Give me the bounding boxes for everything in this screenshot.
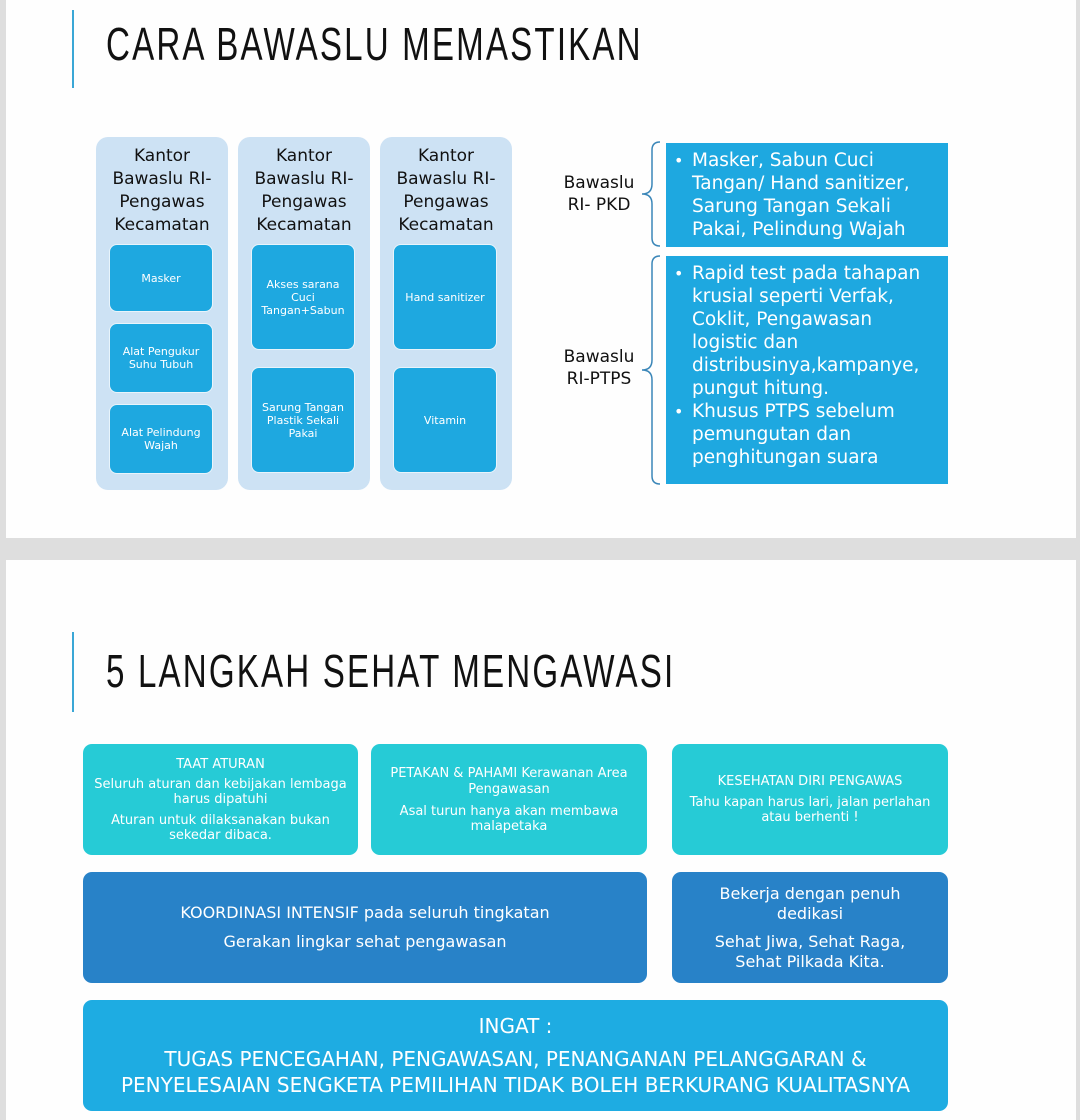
group-label-line: Bawaslu (563, 173, 635, 193)
card-text: TUGAS PENCEGAHAN, PENGAWASAN, PENANGANAN PELANGGARAN & PENYELESAIAN SENGKETA PEMILIHAN TIDAK BOLEH BERKURANG KUALITASNYA (120, 1046, 911, 1097)
slide-1[interactable] (6, 0, 1076, 538)
card-ingat (83, 1000, 948, 1111)
slide-title: CARA BAWASLU MEMASTIKAN (106, 18, 643, 70)
card-text: Asal turun hanya akan membawa malapetaka (399, 803, 619, 834)
group-label-line: RI-PTPS (566, 369, 632, 389)
item-tile: Alat Pengukur Suhu Tubuh (109, 323, 213, 393)
column-kantor-2 (238, 137, 370, 490)
card-bekerja (672, 872, 948, 983)
column-kantor-1 (96, 137, 228, 490)
group-label-pkd (554, 172, 644, 216)
title-accent-bar (72, 632, 74, 712)
card-text: Gerakan lingkar sehat pengawasan (223, 932, 507, 951)
group-label-ptps (554, 346, 644, 390)
bullet-item: • Masker, Sabun Cuci Tangan/ Hand sanitizer, Sarung Tangan Sekali Pakai, Pelindung Wajah (692, 149, 940, 241)
title-accent-bar (72, 10, 74, 88)
card-koordinasi (83, 872, 647, 983)
bullet-box-pkd (666, 143, 948, 247)
bullet-item: • Khusus PTPS sebelum pemungutan dan penghitungan suara (692, 400, 940, 469)
column-heading: Kantor Bawaslu RI- Pengawas Kecamatan (396, 146, 496, 235)
card-taat-aturan (83, 744, 358, 855)
card-heading: KESEHATAN DIRI PENGAWAS (717, 774, 903, 789)
card-heading: TAAT ATURAN (176, 756, 265, 772)
card-heading: KOORDINASI INTENSIF pada seluruh tingkatan (180, 903, 550, 922)
card-text: Seluruh aturan dan kebijakan lembaga harus dipatuhi (94, 776, 347, 807)
card-petakan (371, 744, 647, 855)
item-tile: Hand sanitizer (393, 244, 497, 350)
item-tile: Sarung Tangan Plastik Sekali Pakai (251, 367, 355, 473)
curly-brace-icon (634, 140, 662, 248)
column-heading: Kantor Bawaslu RI- Pengawas Kecamatan (112, 146, 212, 235)
bullet-item: • Rapid test pada tahapan krusial seperti Verfak, Coklit, Pengawasan logistic dan distribusinya,kampanye, pungut hitung. (692, 262, 940, 400)
item-tile: Akses sarana Cuci Tangan+Sabun (251, 244, 355, 350)
card-text: Aturan untuk dilaksanakan bukan sekedar dibaca. (111, 812, 330, 843)
column-heading: Kantor Bawaslu RI- Pengawas Kecamatan (254, 146, 354, 235)
card-heading: Bekerja dengan penuh dedikasi (719, 883, 901, 923)
slide-2[interactable] (6, 560, 1076, 1120)
card-heading: PETAKAN & PAHAMI Kerawanan Area Pengawasan (390, 765, 628, 797)
bullet-box-ptps (666, 256, 948, 484)
item-tile: Masker (109, 244, 213, 312)
column-kantor-3 (380, 137, 512, 490)
card-text: Sehat Jiwa, Sehat Raga, Sehat Pilkada Kita. (714, 931, 906, 971)
item-tile: Vitamin (393, 367, 497, 473)
item-tile: Alat Pelindung Wajah (109, 404, 213, 474)
group-label-line: Bawaslu (563, 347, 635, 367)
group-label-line: RI- PKD (567, 195, 631, 215)
card-heading: INGAT : (478, 1013, 553, 1038)
slide-title: 5 LANGKAH SEHAT MENGAWASI (106, 645, 676, 697)
curly-brace-icon (634, 254, 662, 486)
card-kesehatan (672, 744, 948, 855)
card-text: Tahu kapan harus lari, jalan perlahan atau berhenti ! (689, 795, 931, 825)
